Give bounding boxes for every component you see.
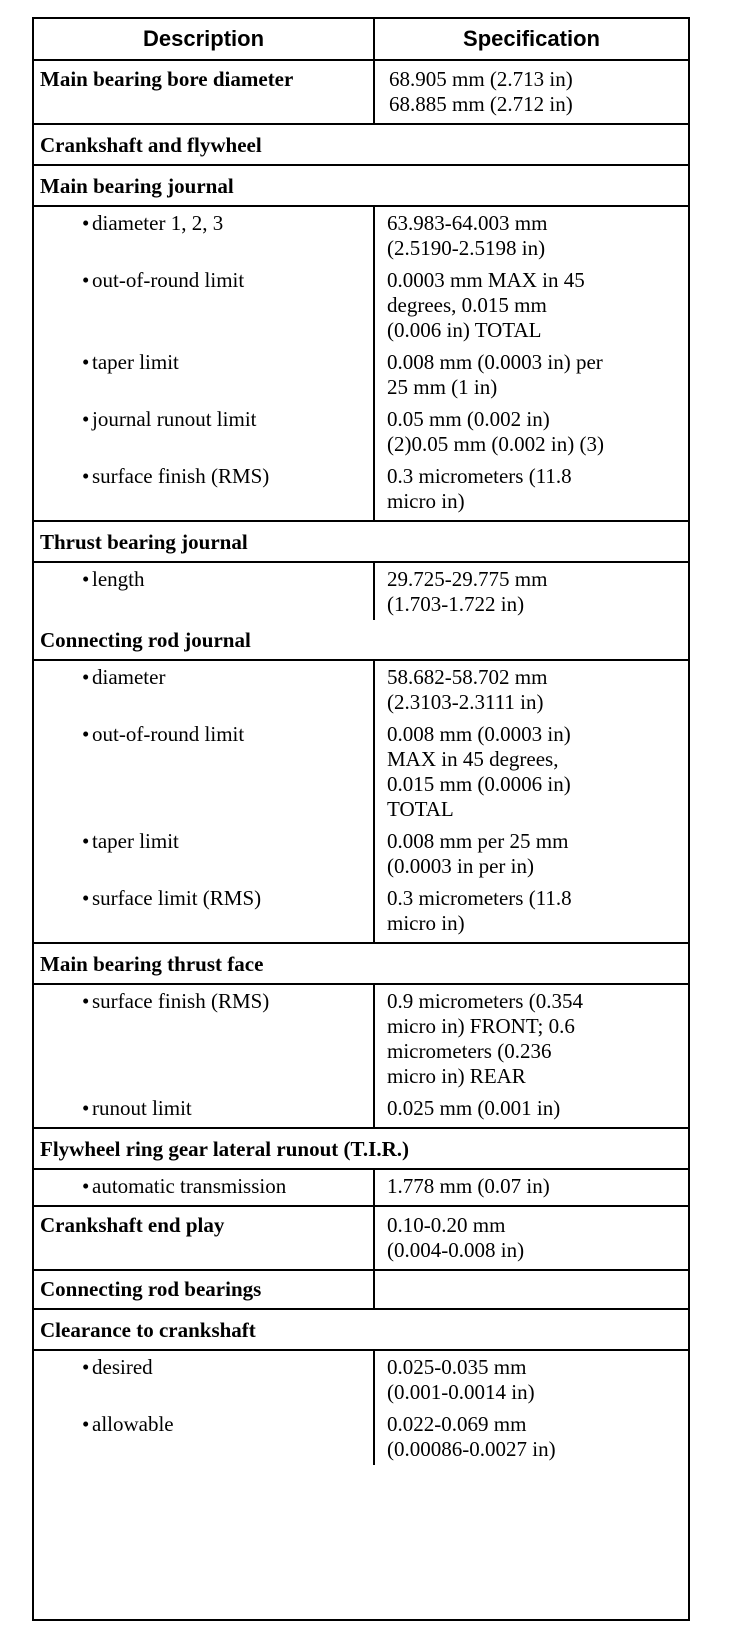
spec-line: 0.015 mm (0.0006 in) xyxy=(387,772,571,796)
spec-line: micro in) xyxy=(387,489,465,513)
item-label-cell xyxy=(34,264,374,346)
spec-line: 0.008 mm (0.0003 in) per xyxy=(387,350,603,374)
item-spec-cell xyxy=(374,206,688,264)
bullet-icon: • xyxy=(82,268,90,292)
spec-line: degrees, 0.015 mm xyxy=(387,293,547,317)
table-row xyxy=(34,882,688,943)
section-title: Crankshaft and flywheel xyxy=(34,124,688,165)
section-main-bearing-journal xyxy=(34,165,688,206)
item-spec-cell xyxy=(374,1350,688,1408)
item-spec-cell xyxy=(374,562,688,620)
spec-line: (2)0.05 mm (0.002 in) (3) xyxy=(387,432,604,456)
bullet-icon: • xyxy=(82,1096,90,1120)
spec-line: 0.05 mm (0.002 in) xyxy=(387,407,550,431)
item-label-cell xyxy=(34,1169,374,1206)
spec-line: (0.001-0.0014 in) xyxy=(387,1380,535,1404)
spec-line: (0.004-0.008 in) xyxy=(387,1238,525,1262)
spec-line: 63.983-64.003 mm xyxy=(387,211,548,235)
item-spec-cell xyxy=(374,1169,688,1206)
section-title: Main bearing thrust face xyxy=(34,943,688,984)
spec-line: 29.725-29.775 mm xyxy=(387,567,548,591)
bullet-icon: • xyxy=(82,567,90,591)
item-spec-cell xyxy=(374,1408,688,1465)
item-label: desired xyxy=(92,1355,153,1379)
spec-table-frame xyxy=(32,17,690,1621)
bullet-icon: • xyxy=(82,989,90,1013)
bullet-icon: • xyxy=(82,1174,90,1198)
item-label-cell xyxy=(34,346,374,403)
item-label-cell xyxy=(34,562,374,620)
spec-line: (2.5190-2.5198 in) xyxy=(387,236,546,260)
item-label: diameter 1, 2, 3 xyxy=(92,211,224,235)
section-crankshaft-flywheel xyxy=(34,124,688,165)
item-label-cell xyxy=(34,206,374,264)
spec-line: 1.778 mm (0.07 in) xyxy=(387,1174,550,1198)
spec-line: (0.00086-0.0027 in) xyxy=(387,1437,556,1461)
section-title: Thrust bearing journal xyxy=(34,521,688,562)
item-label-cell xyxy=(34,1350,374,1408)
item-spec-cell xyxy=(374,264,688,346)
table-header-row xyxy=(34,19,688,60)
table-row xyxy=(34,562,688,620)
table-row xyxy=(34,460,688,521)
spec-connecting-rod-bearings xyxy=(374,1270,688,1309)
item-label-cell xyxy=(34,1408,374,1465)
spec-line: 25 mm (1 in) xyxy=(387,375,498,399)
item-label: surface finish (RMS) xyxy=(92,989,270,1013)
spec-line: 0.3 micrometers (11.8 xyxy=(387,464,572,488)
spec-line: micro in) FRONT; 0.6 xyxy=(387,1014,575,1038)
spec-line: 58.682-58.702 mm xyxy=(387,665,548,689)
section-thrust-bearing-journal xyxy=(34,521,688,562)
item-spec-cell xyxy=(374,403,688,460)
spec-line: 0.025-0.035 mm xyxy=(387,1355,527,1379)
section-title: Connecting rod journal xyxy=(34,620,688,660)
bullet-icon: • xyxy=(82,1355,90,1379)
spec-line: 68.905 mm (2.713 in) xyxy=(389,67,573,91)
table-row xyxy=(34,1092,688,1128)
item-label: allowable xyxy=(92,1412,174,1436)
bullet-icon: • xyxy=(82,829,90,853)
item-label: automatic transmission xyxy=(92,1174,287,1198)
bullet-icon: • xyxy=(82,722,90,746)
section-main-bearing-thrust-face xyxy=(34,943,688,984)
bullet-icon: • xyxy=(82,1412,90,1436)
item-label-cell xyxy=(34,718,374,825)
item-label-cell xyxy=(34,882,374,943)
section-connecting-rod-journal xyxy=(34,620,688,660)
item-label-cell xyxy=(34,403,374,460)
item-spec-cell xyxy=(374,660,688,718)
section-title: Clearance to crankshaft xyxy=(34,1309,688,1350)
header-specification: Specification xyxy=(374,19,688,60)
spec-line: 0.10-0.20 mm xyxy=(387,1213,506,1237)
row-connecting-rod-bearings xyxy=(34,1270,688,1309)
item-spec-cell xyxy=(374,346,688,403)
item-label: runout limit xyxy=(92,1096,192,1120)
desc-crankshaft-end-play: Crankshaft end play xyxy=(34,1206,374,1270)
section-clearance-to-crankshaft xyxy=(34,1309,688,1350)
item-label-cell xyxy=(34,825,374,882)
item-label: surface limit (RMS) xyxy=(92,886,262,910)
spec-line: 0.008 mm (0.0003 in) xyxy=(387,722,571,746)
table-row xyxy=(34,660,688,718)
table-row xyxy=(34,1408,688,1465)
table-row xyxy=(34,346,688,403)
item-label: out-of-round limit xyxy=(92,722,245,746)
item-spec-cell xyxy=(374,882,688,943)
bullet-icon: • xyxy=(82,886,90,910)
spec-line: 0.008 mm per 25 mm xyxy=(387,829,569,853)
section-title: Flywheel ring gear lateral runout (T.I.R.) xyxy=(34,1128,688,1169)
item-label: diameter xyxy=(92,665,166,689)
spec-line: micro in) REAR xyxy=(387,1064,526,1088)
table-row xyxy=(34,718,688,825)
spec-line: (0.006 in) TOTAL xyxy=(387,318,542,342)
spec-line: 0.022-0.069 mm xyxy=(387,1412,527,1436)
item-label-cell xyxy=(34,460,374,521)
bullet-icon: • xyxy=(82,350,90,374)
spec-line: micro in) xyxy=(387,911,465,935)
spec-line: (2.3103-2.3111 in) xyxy=(387,690,544,714)
section-title: Main bearing journal xyxy=(34,165,688,206)
spec-line: (1.703-1.722 in) xyxy=(387,592,525,616)
item-label-cell xyxy=(34,984,374,1092)
item-label: length xyxy=(92,567,145,591)
table-row xyxy=(34,206,688,264)
item-spec-cell xyxy=(374,825,688,882)
item-label: taper limit xyxy=(92,829,179,853)
item-spec-cell xyxy=(374,984,688,1092)
spec-main-bearing-bore xyxy=(374,60,688,124)
spec-line: 68.885 mm (2.712 in) xyxy=(389,92,573,116)
table-row xyxy=(34,403,688,460)
spec-table xyxy=(34,19,688,1465)
row-crankshaft-end-play xyxy=(34,1206,688,1270)
item-label: out-of-round limit xyxy=(92,268,245,292)
item-spec-cell xyxy=(374,460,688,521)
spec-line: MAX in 45 degrees, xyxy=(387,747,559,771)
table-row xyxy=(34,984,688,1092)
table-row xyxy=(34,1169,688,1206)
bullet-icon: • xyxy=(82,407,90,431)
spec-line: 0.0003 mm MAX in 45 xyxy=(387,268,585,292)
item-label: journal runout limit xyxy=(92,407,257,431)
item-label-cell xyxy=(34,660,374,718)
spec-line: (0.0003 in per in) xyxy=(387,854,534,878)
item-label: taper limit xyxy=(92,350,179,374)
section-flywheel-ring-gear xyxy=(34,1128,688,1169)
table-row xyxy=(34,264,688,346)
spec-line: 0.025 mm (0.001 in) xyxy=(387,1096,561,1120)
spec-line: TOTAL xyxy=(387,797,454,821)
header-description: Description xyxy=(34,19,374,60)
item-spec-cell xyxy=(374,1092,688,1128)
item-label-cell xyxy=(34,1092,374,1128)
item-label: surface finish (RMS) xyxy=(92,464,270,488)
bullet-icon: • xyxy=(82,211,90,235)
spec-line: micrometers (0.236 xyxy=(387,1039,552,1063)
table-row xyxy=(34,1350,688,1408)
desc-connecting-rod-bearings: Connecting rod bearings xyxy=(34,1270,374,1309)
table-row xyxy=(34,825,688,882)
bullet-icon: • xyxy=(82,464,90,488)
item-spec-cell xyxy=(374,718,688,825)
spec-line: 0.3 micrometers (11.8 xyxy=(387,886,572,910)
spec-line: 0.9 micrometers (0.354 xyxy=(387,989,583,1013)
desc-main-bearing-bore: Main bearing bore diameter xyxy=(34,60,374,124)
spec-crankshaft-end-play xyxy=(374,1206,688,1270)
bullet-icon: • xyxy=(82,665,90,689)
row-main-bearing-bore xyxy=(34,60,688,124)
